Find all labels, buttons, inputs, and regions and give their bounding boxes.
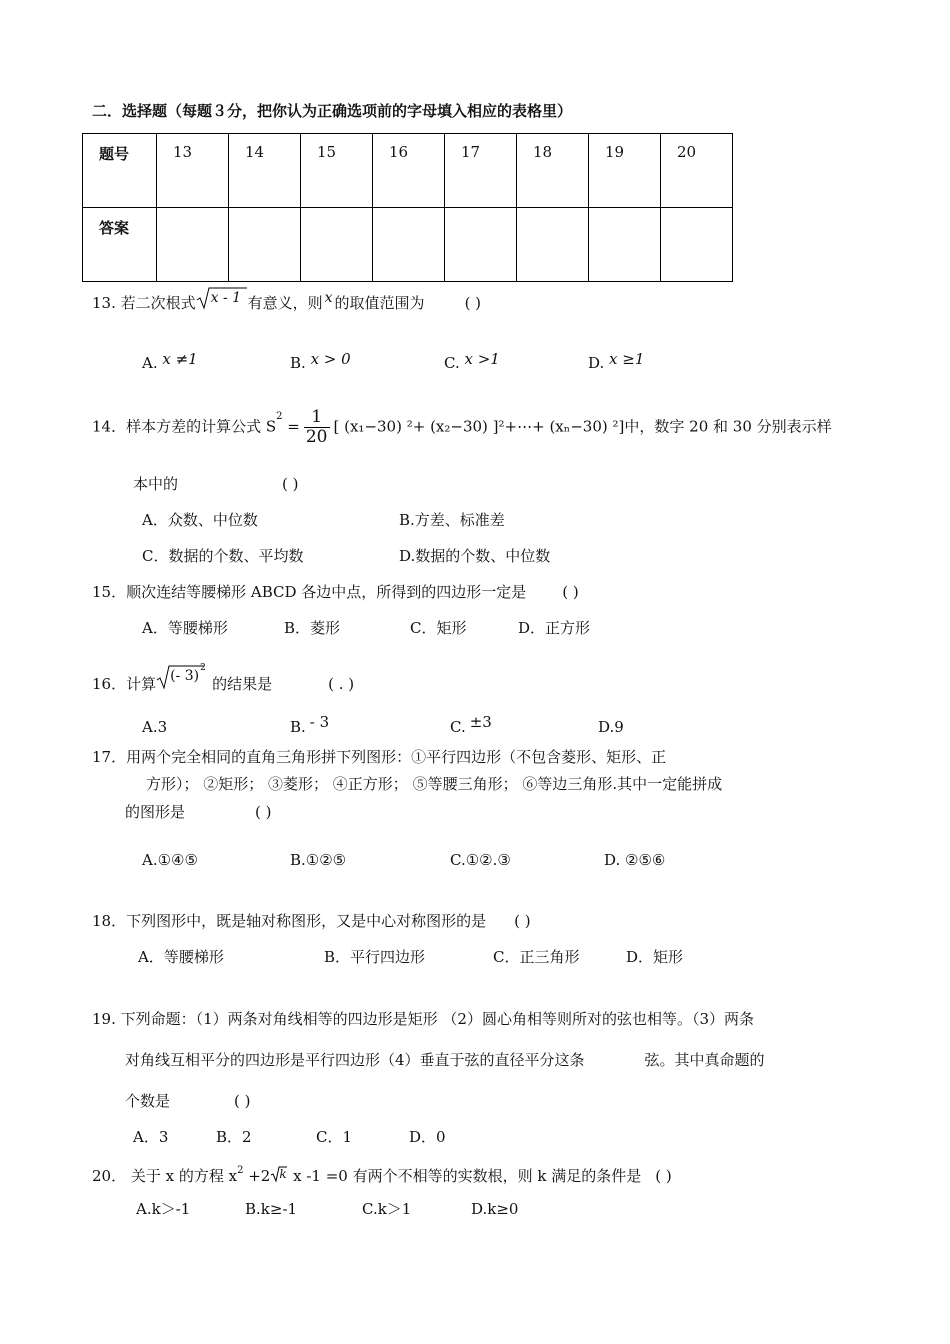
q19-line3: 个数是 ( ): [125, 1092, 251, 1110]
table-row-answers: [83, 208, 733, 282]
section-title: 二．选择题（每题３分，把你认为正确选项前的字母填入相应的表格里）: [92, 102, 573, 120]
table-cell-number: 15: [301, 134, 373, 208]
q17-option-d: D. ②⑤⑥: [604, 851, 666, 869]
question-18: 18．下列图形中，既是轴对称图形，又是中心对称图形的是 ( ): [92, 912, 531, 930]
table-cell-number: 16: [373, 134, 445, 208]
question-16: [92, 663, 355, 698]
q20-stem-a: 20． 关于 x 的方程 x: [92, 1167, 238, 1185]
q14-option-b: B.方差、标准差: [399, 511, 505, 529]
q19-line2: 对角线互相平分的四边形是平行四边形（4）垂直于弦的直径平分这条 弦。其中真命题的: [125, 1051, 765, 1069]
q15-option-b: B．菱形: [284, 619, 341, 637]
table-cell-number: 14: [229, 134, 301, 208]
q15-option-a: A．等腰梯形: [142, 619, 228, 637]
table-cell-number: 19: [589, 134, 661, 208]
answer-cell[interactable]: [157, 208, 229, 282]
q19-option-b: B．2: [216, 1128, 252, 1146]
q13-option-d: D. x ≥1: [588, 350, 645, 372]
answer-cell[interactable]: [661, 208, 733, 282]
sqrt-symbol: [270, 1165, 288, 1183]
q17-option-c: C.①②.③: [450, 851, 511, 869]
table-cell-number: 17: [445, 134, 517, 208]
question-20: [92, 1166, 672, 1186]
q15-option-c: C．矩形: [410, 619, 467, 637]
q16-radicand: (- 3): [170, 668, 200, 684]
q13-var: x: [324, 290, 333, 306]
q17-option-b: B.①②⑤: [290, 851, 347, 869]
q19-option-c: C．1: [316, 1128, 353, 1146]
q14-line2: 本中的 ( ): [133, 475, 299, 493]
table-cell-number: 13: [157, 134, 229, 208]
q20-option-a: A.k＞-1: [136, 1200, 191, 1218]
table-header-answer-label: 答案: [83, 208, 157, 282]
q20-superscript: 2: [237, 1165, 244, 1176]
question-15: 15．顺次连结等腰梯形 ABCD 各边中点，所得到的四边形一定是 ( ): [92, 583, 579, 601]
q13-stem-a: 13. 若二次根式: [92, 294, 196, 312]
answer-table: [82, 133, 733, 282]
q14-option-c: C．数据的个数、平均数: [142, 547, 304, 565]
q13-option-a: A. x ≠1: [142, 350, 198, 372]
q14-superscript: 2: [276, 411, 283, 423]
answer-cell[interactable]: [589, 208, 661, 282]
fraction-denominator: 20: [305, 426, 328, 447]
answer-cell[interactable]: [301, 208, 373, 282]
q17-line2: 方形）； ②矩形； ③菱形； ④正方形； ⑤等腰三角形； ⑥等边三角形.其中一定能拼成: [146, 775, 723, 793]
table-row-numbers: [83, 134, 733, 208]
q14-stem-a: 14．样本方差的计算公式 S: [92, 417, 277, 436]
q13-paren: ( ): [464, 294, 482, 312]
table-cell-number: 20: [661, 134, 733, 208]
q18-option-d: D．矩形: [626, 948, 684, 966]
q13-stem-b: 有意义，则: [247, 294, 323, 312]
q15-option-d: D．正方形: [518, 619, 591, 637]
q17-line1: 17．用两个完全相同的直角三角形拼下列图形：①平行四边形（不包含菱形、矩形、正: [92, 748, 667, 766]
q20-option-b: B.k≥-1: [245, 1200, 298, 1218]
q16-option-a: A.3: [142, 718, 168, 736]
q14-formula: [ (x₁−30) ²+ (x₂−30) ]²+⋯+ (xₙ−30) ²]中，数字 20 和 30 分别表示样: [333, 417, 832, 436]
q19-line1: 19. 下列命题：（1）两条对角线相等的四边形是矩形 （2）圆心角相等则所对的弦也相等。（3）两条: [92, 1010, 755, 1028]
table-header-number-label: 题号: [83, 134, 157, 208]
q19-option-a: A．3: [133, 1128, 169, 1146]
q20-radicand: k: [279, 1167, 287, 1181]
q18-option-c: C．正三角形: [493, 948, 580, 966]
q19-option-d: D．0: [409, 1128, 446, 1146]
q14-equals: =: [282, 417, 300, 436]
q13-option-c: C. x >1: [444, 350, 500, 372]
q17-option-a: A.①④⑤: [142, 851, 198, 869]
q14-fraction: [304, 408, 330, 446]
question-13: [92, 292, 481, 316]
q13-option-b: B. x > 0: [290, 350, 351, 372]
answer-cell[interactable]: [445, 208, 517, 282]
q20-stem-c: x -1 =0 有两个不相等的实数根，则 k 满足的条件是: [288, 1167, 642, 1185]
q18-option-b: B．平行四边形: [324, 948, 426, 966]
q16-option-d: D.9: [598, 718, 624, 736]
question-14: [92, 408, 832, 446]
q16-paren: ( . ): [328, 675, 355, 693]
answer-cell[interactable]: [229, 208, 301, 282]
q16-option-b: B. - 3: [290, 713, 330, 736]
q18-option-a: A．等腰梯形: [138, 948, 224, 966]
answer-cell[interactable]: [373, 208, 445, 282]
q13-stem-c: 的取值范围为: [334, 294, 425, 312]
q20-paren: ( ): [655, 1167, 672, 1185]
table-cell-number: 18: [517, 134, 589, 208]
q13-radicand: x - 1: [210, 290, 242, 306]
sqrt-symbol: [156, 664, 208, 690]
q14-option-d: D.数据的个数、中位数: [399, 547, 551, 565]
q16-exponent: 2: [200, 663, 206, 673]
q16-stem-b: 的结果是: [212, 675, 273, 693]
sqrt-symbol: [196, 286, 248, 310]
q17-line3: 的图形是 ( ): [125, 803, 272, 821]
q14-option-a: A．众数、中位数: [142, 511, 258, 529]
answer-cell[interactable]: [517, 208, 589, 282]
q20-option-c: C.k＞1: [362, 1200, 412, 1218]
q16-option-c: C. ±3: [450, 713, 492, 736]
q16-stem-a: 16．计算: [92, 675, 157, 693]
fraction-numerator: 1: [304, 408, 330, 428]
q20-stem-b: +2: [243, 1167, 271, 1185]
q20-option-d: D.k≥0: [471, 1200, 519, 1218]
